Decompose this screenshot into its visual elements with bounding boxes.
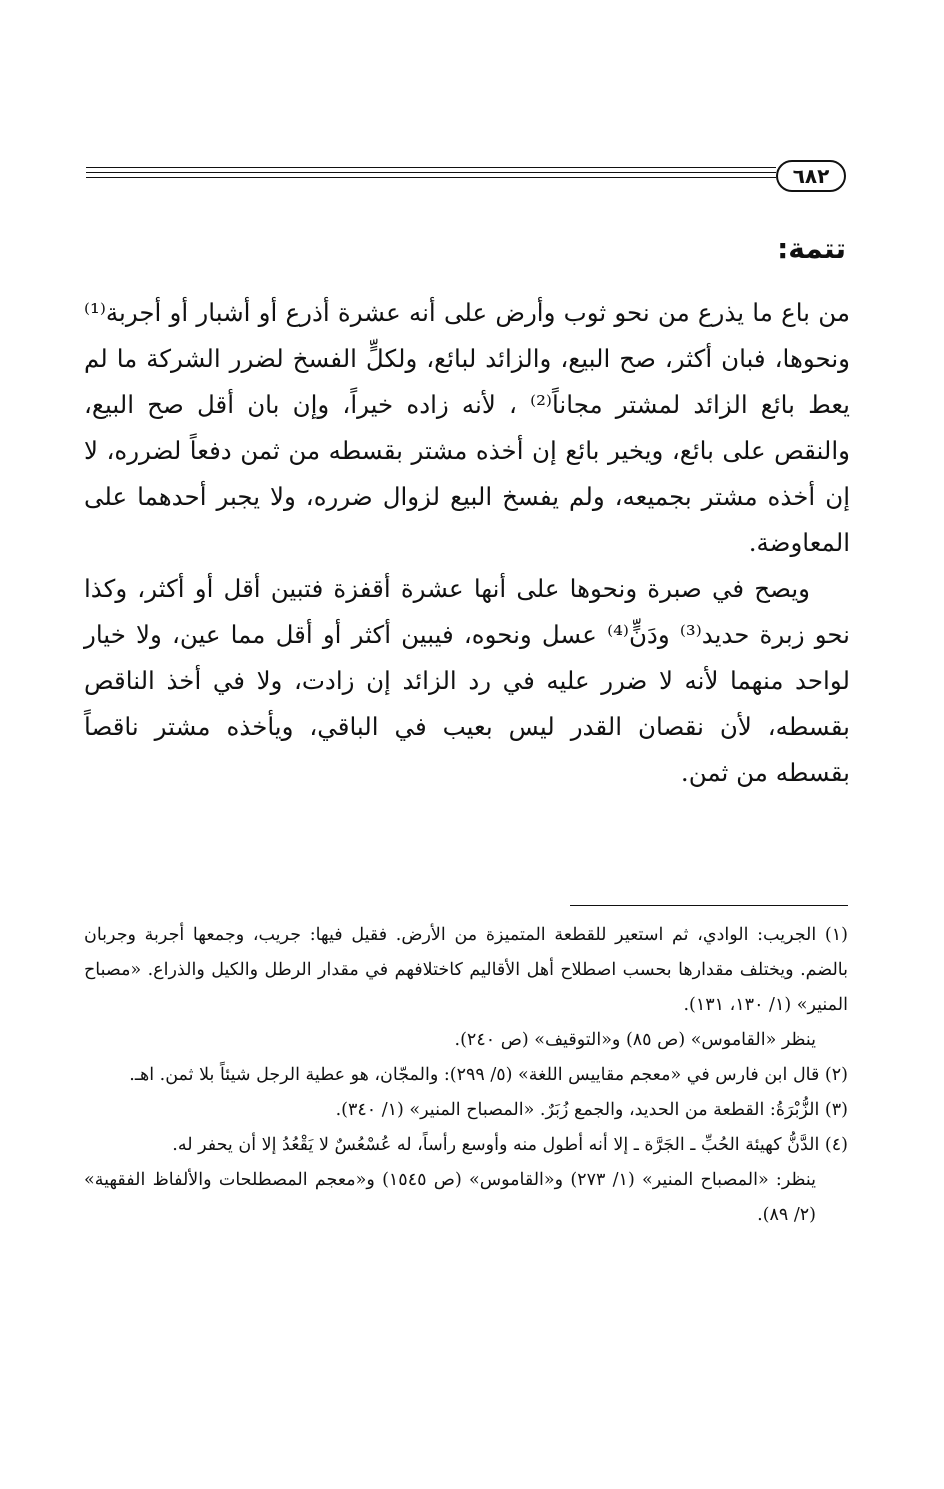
- header-rule: [86, 177, 776, 178]
- page-header: [86, 160, 846, 190]
- footnote-reference: ينظر: «المصباح المنير» (١/ ٢٧٣) و«القاموس» (ص ١٥٤٥) و«معجم المصطلحات والألفاظ الفقهية» (٢/ ٨٩).: [84, 1170, 816, 1225]
- footnote: (١) الجريب: الوادي، ثم استعير للقطعة المتميزة من الأرض. فقيل فيها: جريب، وجمعها أجربة وجربان بالضم. ويختلف مقدارها بحسب اصطلاح أهل الأقاليم كاختلافهم في مقدار الرطل والكيل والذراع. «مصباح المنير» (١/ ١٣٠، ١٣١).: [84, 925, 848, 1015]
- paragraph: من باع ما يذرع من نحو ثوب وأرض على أنه عشرة أذرع أو أشبار أو أجربة⁽¹⁾ ونحوها، فبان أكثر، صح البيع، والزائد لبائع، ولكلٍّ الفسخ لضرر الشركة ما لم يعط بائع الزائد لمشتر مجاناً⁽²⁾ ، لأنه زاده خيراً، وإن بان أقل صح البيع، والنقص على بائع، ويخير بائع إن أخذه مشتر بقسطه من ثمن دفعاً لضرره، لا إن أخذه مشتر بجميعه، ولم يفسخ البيع لزوال ضرره، ولا يجبر أحدهما على المعاوضة.: [84, 298, 850, 557]
- footnote-reference: ينظر «القاموس» (ص ٨٥) و«التوقيف» (ص ٢٤٠).: [454, 1030, 816, 1050]
- section-heading: تتمة:: [777, 232, 846, 265]
- footnotes: [84, 918, 848, 1233]
- footnote: (٢) قال ابن فارس في «معجم مقاييس اللغة» (٥/ ٢٩٩): والمجّان، هو عطية الرجل شيئاً بلا ثمن. اهـ.: [129, 1065, 848, 1085]
- footnote: (٤) الدَّنُّ كهيئة الحُبِّ ـ الجَرَّة ـ إلا أنه أطول منه وأوسع رأساً، له عُسْعُسٌ لا يَقْعُدُ إلا أن يحفر له.: [172, 1135, 848, 1155]
- footnote: (٣) الزُّبْرَةُ: القطعة من الحديد، والجمع زُبَرٌ. «المصباح المنير» (١/ ٣٤٠).: [335, 1100, 848, 1120]
- main-text: [84, 290, 850, 796]
- footnote-separator: [570, 905, 848, 906]
- header-rule: [86, 167, 776, 168]
- page-number: ٦٨٢: [776, 160, 846, 192]
- paragraph: ويصح في صبرة ونحوها على أنها عشرة أقفزة فتبين أقل أو أكثر، وكذا نحو زبرة حديد⁽³⁾ ودَنٍّ⁽⁴⁾ عسل ونحوه، فيبين أكثر أو أقل مما عين، ولا خيار لواحد منهما لأنه لا ضرر عليه في رد الزائد إن زادت، ولا في أخذ الناقص بقسطه، لأن نقصان القدر ليس بعيب في الباقي، ويأخذه مشتر ناقصاً بقسطه من ثمن.: [84, 574, 850, 787]
- header-rule: [86, 172, 776, 173]
